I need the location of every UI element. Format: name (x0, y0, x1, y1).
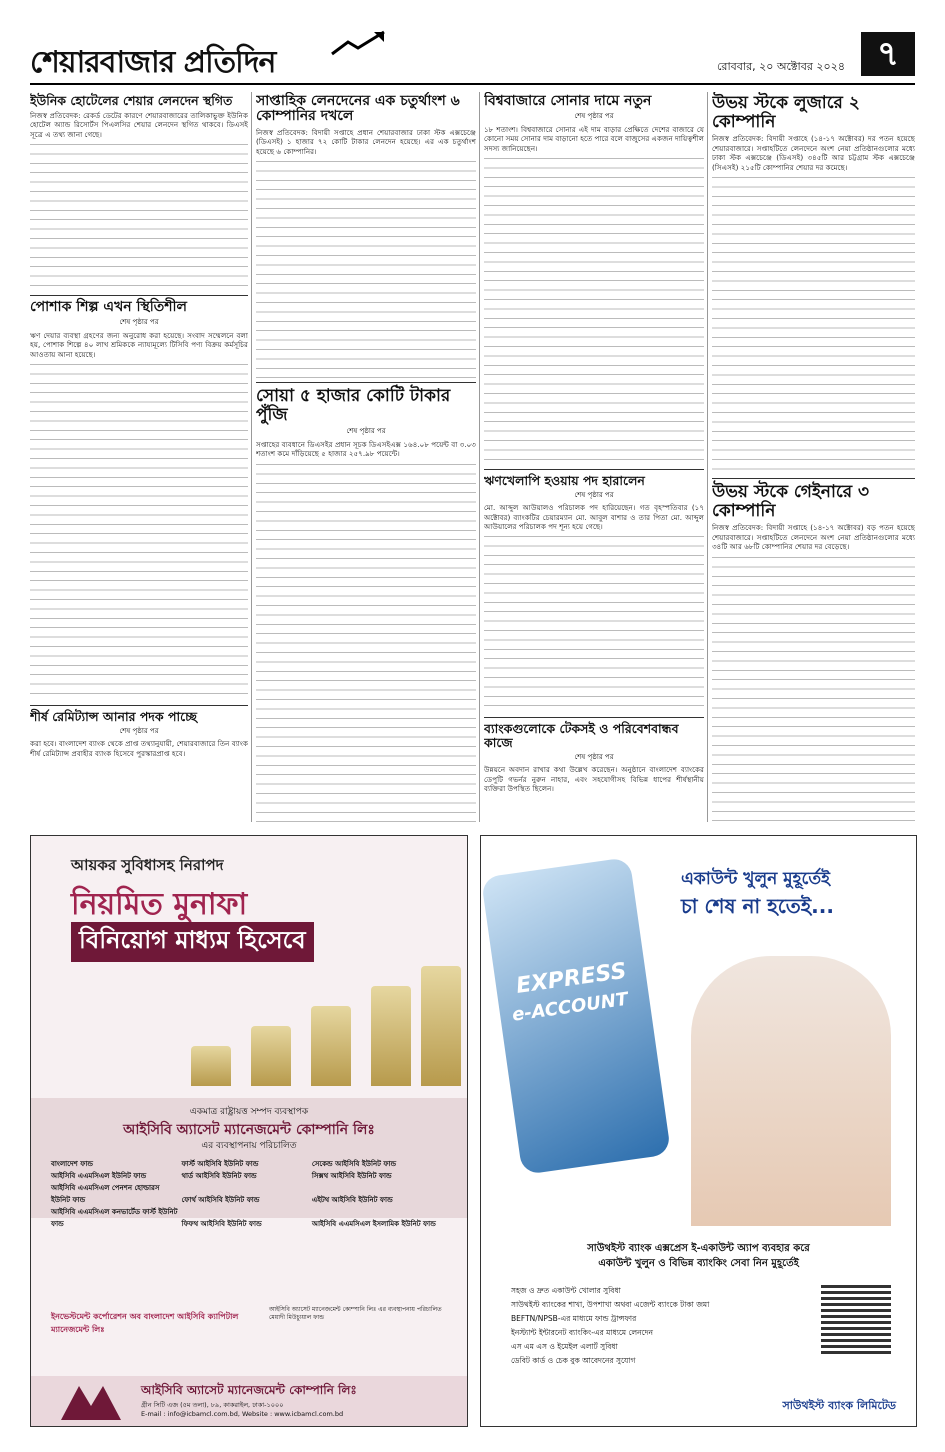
continued-label: শেষ পৃষ্ঠার পর (574, 490, 614, 499)
list-item: ইনস্ট্যান্ট ইন্টারনেট ব্যাংকিং-এর মাধ্যমে লেনদেন (511, 1328, 653, 1337)
ad-line: বিনিয়োগ মাধ্যম হিসেবে (71, 922, 314, 962)
article-body-filler (256, 158, 476, 378)
ad-sub: সাউথইস্ট ব্যাংক এক্সপ্রেস ই-একাউন্ট অ্যাপ ব্যবহার করে (587, 1243, 810, 1254)
fund-name: আইসিবি এএমসিএল কনভার্টেড ফার্স্ট ইউনিট ফান্ড (51, 1208, 178, 1228)
ad-left-note: ইনভেস্টমেন্ট কর্পোরেশন অব বাংলাদেশ আইসিবি ক্যাপিটাল ম্যানেজমেন্ট লিঃ (51, 1312, 239, 1334)
article-body-filler (484, 155, 704, 465)
article-body: উন্নয়নে অবদান রাখার কথা উল্লেখ করেছেন। অনুষ্ঠানে বাংলাদেশ ব্যাংকের ডেপুটি গভর্নর নুরুন নাহার, এবং সহযোগীসহ বিভিন্ন ধাপের শীর্ষস্থানীয় ব্যক্তিরা উপস্থিত ছিলেন। (484, 765, 704, 794)
fund-name: আইসিবি এএমসিএল ইউনিট ফান্ড (51, 1172, 147, 1180)
fund-name: ফার্স্ট আইসিবি ইউনিট ফান্ড (181, 1160, 259, 1168)
article-body: নিজস্ব প্রতিবেদক: বিদায়ী সপ্তাহে (১৪-১৭ অক্টোবর) দর পতন হয়েছে শেয়ারবাজারে। সপ্তাহটিতে লেনদেনে অংশ নেয়া প্রতিষ্ঠানগুলোর মধ্যে ঢাকা স্টক এক্সচেঞ্জে (ডিএসই) ৩৪৫টি আর চট্টগ্রাম স্টক এক্সচেঞ্জে (সিএসই) ২১৫টি কোম্পানির শেয়ার দর কমেছে। (712, 134, 915, 172)
article-body: ১৮ শতাংশ। বিশ্ববাজারে সোনার এই দাম বাড়ার প্রেক্ষিতে দেশের বাজারে যে কোনো সময় সোনার দাম বাড়ানো হতে পারে বলে বাজুসের একজন দায়িত্বশীল সদস্য জানিয়েছেন। (484, 124, 704, 153)
ad-headline: একাউন্ট খুলুন মুহূর্তেই (681, 869, 830, 889)
headline: ইউনিক হোটেলের শেয়ার লেনদেন স্থগিত (30, 93, 233, 108)
column-divider (479, 92, 480, 822)
headline: সাপ্তাহিক লেনদেনের এক চতুর্থাংশ ৬ কোম্পানির দখলে (256, 93, 460, 125)
article-body: নিজস্ব প্রতিবেদক: বিদায়ী সপ্তাহে প্রধান শেয়ারবাজার ঢাকা স্টক এক্সচেঞ্জে (ডিএসই) ১ হাজার ৭২ কোটি টাকার লেনদেন হয়েছে। এর এক চতুর্থাংশ হয়েছে ৬ কোম্পানির। (256, 127, 476, 156)
ad-fund-box: আইসিবি অ্যাসেট ম্যানেজমেন্ট কোম্পানি লিঃ এর ব্যবস্থাপনায় পরিচালিত মেয়াদী মিউচ্যুয়াল ফান্ড (269, 1306, 442, 1321)
column-2 (256, 92, 476, 822)
continued-label: শেষ পৃষ্ঠার পর (346, 427, 386, 436)
column-1 (30, 92, 248, 822)
headline: ব্যাংকগুলোকে টেকসই ও পরিবেশবান্ধব কাজে (484, 721, 679, 751)
ad-subheadline: চা শেষ না হতেই... (681, 894, 834, 918)
qr-code-icon (821, 1284, 891, 1354)
list-item: সাউথইস্ট ব্যাংকের শাখা, উপশাখা অথবা এজেন্ট ব্যাংকে টাকা জমা (511, 1300, 710, 1309)
fund-name: আইসিবি এএমসিএল পেনশন হোল্ডারস ইউনিট ফান্ড (51, 1184, 160, 1204)
article-body: সপ্তাহের ব্যবধানে ডিএসইর প্রধান সূচক ডিএসইএক্স ১৬৪.০৮ পয়েন্ট বা ৩.০৩ শতাংশ কমে দাঁড়িয়েছে ৫ হাজার ২৫৭.৯৮ পয়েন্টে। (256, 439, 476, 459)
fund-name: সিক্সথ আইসিবি ইউনিট ফান্ড (311, 1172, 392, 1180)
coin-plants-illustration (181, 956, 461, 1086)
footer-address: গ্রীন সিটি এজ (৫ম তলা), ৮৯, কাকরাইল, ঢাকা-১০০০ (141, 1401, 284, 1409)
article-body: নিজস্ব প্রতিবেদক: বিদায়ী সপ্তাহে (১৪-১৭ অক্টোবর) বড় পতন হয়েছে শেয়ারবাজারে। সপ্তাহটিতে লেনদেনে অংশ নেয়া প্রতিষ্ঠানগুলোর মধ্যে ৩৪টি আর ৬৮টি কোম্পানির শেয়ার দর বেড়েছে। (712, 523, 915, 552)
continued-label: শেষ পৃষ্ঠার পর (574, 752, 614, 761)
article-body: মো. আব্দুল আউয়ালও পরিচালক পদ হারিয়েছেন। গত বৃহস্পতিবার (১৭ অক্টোবর) ব্যাংকটির চেয়ারম্যান মো. আবুল বাশার ও তার পিতা মো. আব্দুল আউয়ালের পরিচালক পদ শূন্য হয়ে গেছে। (484, 503, 704, 531)
article-body-filler (712, 174, 915, 474)
column-4 (712, 92, 915, 822)
southeast-bank-advertisement (480, 835, 917, 1427)
fund-name: থার্ড আইসিবি ইউনিট ফান্ড (181, 1172, 257, 1180)
column-divider (707, 92, 708, 822)
continued-label: শেষ পৃষ্ঠার পর (574, 112, 614, 121)
issue-date: রোববার, ২০ অক্টোবর ২০২৪ (716, 60, 845, 73)
fund-name: ফিফথ আইসিবি ইউনিট ফান্ড (181, 1220, 262, 1228)
phone-illustration (481, 857, 671, 1175)
article-body-filler (256, 461, 476, 822)
bank-name: সাউথইস্ট ব্যাংক লিমিটেড (782, 1399, 896, 1412)
fund-name: ফোর্থ আইসিবি ইউনিট ফান্ড (181, 1196, 260, 1204)
express-label: EXPRESS (514, 958, 628, 999)
logo: শেয়ারবাজার প্রতিদিন (30, 45, 276, 80)
headline: উভয় স্টকে লুজারে ২ কোম্পানি (712, 93, 860, 132)
list-item: সহজ ও দ্রুত একাউন্ট খোলার সুবিধা (511, 1286, 621, 1295)
article-body: নিজস্ব প্রতিবেদক: রেকর্ড ডেটের কারণে শেয়ারবাজারের তালিকাভুক্ত ইউনিক হোটেল অ্যান্ড রিসোর্টস পিএলসির শেয়ার লেনদেন স্থগিত থাকবে। ডিএসই সূত্রে এ তথ্য জানা গেছে। (30, 110, 248, 139)
footer-contact: E-mail : info@icbamcl.com.bd, Website : www.icbamcl.com.bd (141, 1410, 344, 1418)
article-body-filler (30, 361, 248, 701)
ad-line: আয়কর সুবিধাসহ নিরাপদ (71, 856, 224, 874)
headline: ঋণখেলাপি হওয়ায় পদ হারালেন (484, 473, 645, 489)
growth-arrow-icon (330, 28, 390, 58)
ad-line: নিয়মিত মুনাফা (71, 887, 248, 922)
amc-name: আইসিবি অ্যাসেট ম্যানেজমেন্ট কোম্পানি লিঃ (123, 1122, 375, 1138)
headline: শীর্ষ রেমিট্যান্স আনার পদক পাচ্ছে (30, 708, 197, 724)
ad-pretitle: একমাত্র রাষ্ট্রায়ত্ত সম্পদ ব্যবস্থাপক (189, 1107, 309, 1117)
woman-with-cup-image (691, 956, 891, 1226)
continued-label: শেষ পৃষ্ঠার পর (119, 318, 159, 327)
list-item: ডেবিট কার্ড ও চেক বুক আবেদনের সুযোগ (511, 1356, 636, 1365)
headline: উভয় স্টকে গেইনারে ৩ কোম্পানি (712, 482, 870, 521)
ad-posttitle: এর ব্যবস্থাপনায় পরিচালিত (201, 1141, 297, 1151)
ad-footer (31, 1376, 467, 1426)
headline: সোয়া ৫ হাজার কোটি টাকার পুঁজি (256, 386, 451, 425)
icb-logo-icon (61, 1382, 121, 1420)
headline: বিশ্ববাজারে সোনার দামে নতুন (484, 93, 652, 109)
continued-label: শেষ পৃষ্ঠার পর (119, 726, 159, 735)
column-divider (251, 92, 252, 822)
article-body-filler (30, 141, 248, 291)
page-number: ৭ (861, 32, 915, 76)
fund-name: আইসিবি এএমসিএল ইসলামিক ইউনিট ফান্ড (311, 1220, 436, 1228)
fund-name: সেকেন্ড আইসিবি ইউনিট ফান্ড (311, 1160, 397, 1168)
feature-list (511, 1284, 811, 1368)
icb-advertisement (30, 835, 468, 1427)
article-body-filler (712, 554, 915, 822)
list-item: BEFTN/NPSB-এর মাধ্যমে ফান্ড ট্রান্সফার (511, 1314, 637, 1323)
article-body: ঋণ দেয়ার ব্যবস্থা গ্রহণের জন্য অনুরোধ করা হয়েছে। সংবাদ সম্মেলনে বলা হয়, পোশাক শিল্পে ৪০ লাখ শ্রমিককে ন্যায্যমূল্যে টিসিবি পণ্য বিক্রয় কর্মসূচির আওতায় আনা হয়েছে। (30, 330, 248, 359)
headline: পোশাক শিল্প এখন স্থিতিশীল (30, 298, 187, 315)
fund-name: বাংলাদেশ ফান্ড (51, 1160, 93, 1168)
fund-name: এইটথ আইসিবি ইউনিট ফান্ড (311, 1196, 393, 1204)
article-body-filler (484, 533, 704, 713)
footer-title: আইসিবি অ্যাসেট ম্যানেজমেন্ট কোম্পানি লিঃ (141, 1383, 357, 1397)
fund-list (51, 1158, 451, 1230)
column-3 (484, 92, 704, 822)
article-body: করা হবে। বাংলাদেশ ব্যাংক থেকে প্রাপ্ত তথ্যানুযায়ী, শেয়ারবাজারে তিন ব্যাংক শীর্ষ রেমিট্যান্স প্রবাহীর ব্যাংক হিসেবে পুরস্কারপ্রাপ্ত হবে। (30, 739, 248, 758)
list-item: এস এম এস ও ইমেইল এলার্ট সুবিধা (511, 1342, 618, 1351)
masthead (30, 28, 915, 85)
e-account-label: e-ACCOUNT (510, 988, 630, 1026)
ad-sub: একাউন্ট খুলুন ও বিভিন্ন ব্যাংকিং সেবা নিন মুহূর্তেই (598, 1258, 799, 1269)
